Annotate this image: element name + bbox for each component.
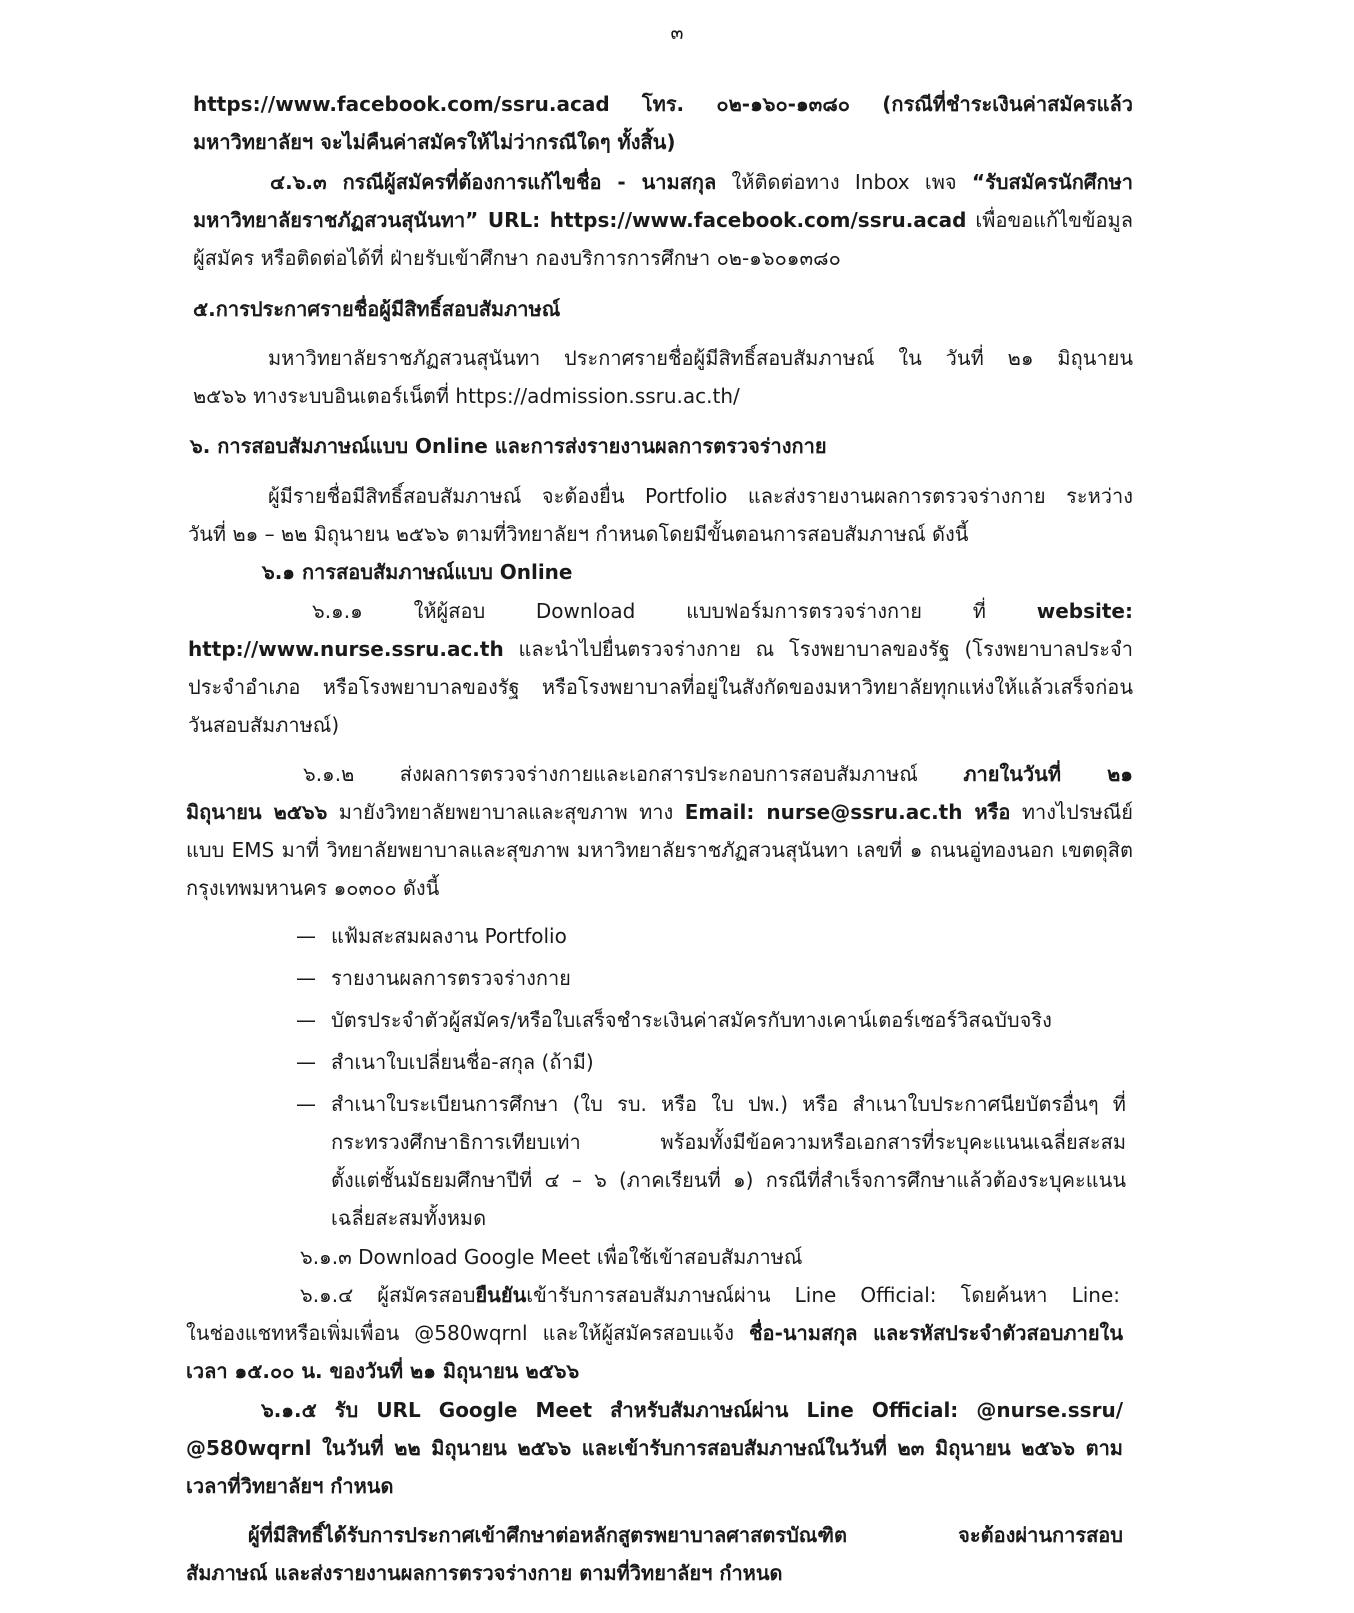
text-line (186, 1319, 1123, 1347)
text-line (262, 558, 573, 586)
text-line (312, 597, 1133, 625)
text-line (190, 432, 827, 460)
text-span: ตั้งแต่ชั้นมัธยมศึกษาปีที่ ๔ – ๖ (ภาคเรียนที่ ๑) กรณีที่สำเร็จการศึกษาแล้วต้องระบุคะแนน (331, 1168, 1126, 1192)
text-line (188, 711, 339, 739)
text-span: ๖.๑.๑ ให้ผู้สอบ Download แบบฟอร์มการตรวจร่างกาย ที่ (312, 599, 1037, 623)
text-span: ผู้สมัคร หรือติดต่อได้ที่ ฝ่ายรับเข้าศึกษา กองบริการการศึกษา ๐๒-๑๖๐๑๓๘๐ (193, 246, 841, 270)
text-span: เฉลี่ยสะสมทั้งหมด (331, 1206, 487, 1230)
bold-text: website: (1036, 599, 1133, 623)
text-line (193, 244, 841, 272)
text-span: ๖.๑.๒ ส่งผลการตรวจร่างกายและเอกสารประกอบการสอบสัมภาษณ์ (303, 762, 964, 786)
text-line (193, 206, 1133, 234)
text-span: ทางไปรษณีย์ (1010, 800, 1133, 824)
text-span: ให้ติดต่อทาง Inbox เพจ (716, 170, 972, 194)
bold-text: “รับสมัครนักศึกษา (971, 170, 1133, 194)
bold-text: ๕.การประกาศรายชื่อผู้มีสิทธิ์สอบสัมภาษณ์ (193, 297, 561, 321)
bold-text: มหาวิทยาลัยฯ จะไม่คืนค่าสมัครให้ไม่ว่ากรณีใดๆ ทั้งสิ้น) (193, 130, 676, 154)
text-line (331, 922, 567, 950)
text-span: เพื่อขอแก้ไขข้อมูล (966, 208, 1133, 232)
text-span: บัตรประจำตัวผู้สมัคร/หรือใบเสร็จชำระเงินค่าสมัครกับทางเคาน์เตอร์เซอร์วิสฉบับจริง (331, 1008, 1052, 1032)
text-span: ผู้มีรายชื่อมีสิทธิ์สอบสัมภาษณ์ จะต้องยื่น Portfolio และส่งรายงานผลการตรวจร่างกาย ระหว่าง (268, 484, 1133, 508)
text-line (268, 344, 1133, 372)
text-line (188, 673, 1133, 701)
text-line (186, 1434, 1123, 1462)
bold-text: http://www.nurse.ssru.ac.th (188, 637, 504, 661)
text-line (193, 382, 740, 410)
text-span: แบบ EMS มาที่ วิทยาลัยพยาบาลและสุขภาพ มหาวิทยาลัยราชภัฏสวนสุนันทา เลขที่ ๑ ถนนอู่ทองนอก เขตดุสิต (186, 838, 1133, 862)
bold-text: เวลาที่วิทยาลัยฯ กำหนด (186, 1474, 394, 1498)
text-line (268, 482, 1133, 510)
text-line (331, 1166, 1126, 1194)
text-span: เข้ารับการสอบสัมภาษณ์ผ่าน Line Official: โดยค้นหา Line: (526, 1283, 1120, 1307)
text-line (331, 1090, 1126, 1118)
text-span: ๖.๑.๔ ผู้สมัครสอบ (300, 1283, 476, 1307)
text-line (261, 1396, 1123, 1424)
text-span: และนำไปยื่นตรวจร่างกาย ณ โรงพยาบาลของรัฐ (โรงพยาบาลประจำ (518, 637, 1133, 661)
text-span: แฟ้มสะสมผลงาน Portfolio (331, 924, 567, 948)
text-line (193, 295, 560, 323)
text-line (331, 1048, 594, 1076)
bullet-dash: — (296, 966, 316, 990)
bold-text: เวลา ๑๕.๐๐ น. ของวันที่ ๒๑ มิถุนายน ๒๕๖๖ (186, 1359, 580, 1383)
text-line (303, 760, 1133, 788)
bold-text: ภายในวันที่ ๒๑ (963, 762, 1133, 786)
text-span: กรุงเทพมหานคร ๑๐๓๐๐ ดังนี้ (186, 876, 440, 900)
bold-text: มหาวิทยาลัยราชภัฏสวนสุนันทา” URL: https://www.facebook.com/ssru.acad (193, 208, 967, 232)
bold-text: @580wqrnl ในวันที่ ๒๒ มิถุนายน ๒๕๖๖ และเข้ารับการสอบสัมภาษณ์ในวันที่ ๒๓ มิถุนายน ๒๕๖๖ ตาม (186, 1436, 1123, 1460)
bullet-dash: — (296, 924, 316, 948)
bullet-dash: — (296, 1008, 316, 1032)
bold-text: ๖.๑ การสอบสัมภาษณ์แบบ Online (262, 560, 573, 584)
bold-text: Email: nurse@ssru.ac.th หรือ (684, 800, 1011, 824)
bold-text: ผู้ที่มีสิทธิ์ได้รับการประกาศเข้าศึกษาต่อหลักสูตรพยาบาลศาสตรบัณฑิต จะต้องผ่านการสอบ (248, 1523, 1123, 1547)
text-line (186, 1472, 393, 1500)
bold-text: ชื่อ-นามสกุล และรหัสประจำตัวสอบภายใน (748, 1321, 1123, 1345)
text-span: รายงานผลการตรวจร่างกาย (331, 966, 571, 990)
text-line (331, 1006, 1052, 1034)
bold-text: ยืนยัน (475, 1283, 527, 1307)
bullet-dash: — (296, 1092, 316, 1116)
text-line (193, 90, 1133, 118)
page-number: ๓ (670, 22, 684, 44)
bold-text: มิถุนายน ๒๕๖๖ (186, 800, 328, 824)
text-line (331, 1204, 486, 1232)
text-span: ๒๕๖๖ ทางระบบอินเตอร์เน็ตที่ https://admission.ssru.ac.th/ (193, 384, 740, 408)
text-line (300, 1281, 1120, 1309)
text-line (331, 964, 571, 992)
bold-text: ๖. การสอบสัมภาษณ์แบบ Online และการส่งรายงานผลการตรวจร่างกาย (190, 434, 827, 458)
text-span: มายังวิทยาลัยพยาบาลและสุขภาพ ทาง (327, 800, 685, 824)
text-span: มหาวิทยาลัยราชภัฏสวนสุนันทา ประกาศรายชื่อผู้มีสิทธิ์สอบสัมภาษณ์ ใน วันที่ ๒๑ มิถุนายน (268, 346, 1133, 370)
text-line (331, 1128, 1126, 1156)
text-line (300, 1243, 802, 1271)
text-span: สำเนาใบเปลี่ยนชื่อ-สกุล (ถ้ามี) (331, 1050, 594, 1074)
text-line (193, 128, 676, 156)
text-span: กระทรวงศึกษาธิการเทียบเท่า พร้อมทั้งมีข้อความหรือเอกสารที่ระบุคะแนนเฉลี่ยสะสม (331, 1130, 1126, 1154)
text-line (186, 874, 439, 902)
text-line (186, 798, 1133, 826)
bold-text: ๔.๖.๓ กรณีผู้สมัครที่ต้องการแก้ไขชื่อ - นามสกุล (270, 170, 717, 194)
text-line (186, 1357, 579, 1385)
text-line (186, 1559, 783, 1587)
text-span: สำเนาใบระเบียนการศึกษา (ใบ รบ. หรือ ใบ ปพ.) หรือ สำเนาใบประกาศนียบัตรอื่นๆ ที่ (331, 1092, 1126, 1116)
bullet-dash: — (296, 1050, 316, 1074)
text-line (188, 520, 968, 548)
text-line (186, 836, 1133, 864)
text-span: วันสอบสัมภาษณ์) (188, 713, 340, 737)
text-line (248, 1521, 1123, 1549)
bold-text: ๖.๑.๕ รับ URL Google Meet สำหรับสัมภาษณ์ผ่าน Line Official: @nurse.ssru/ (261, 1398, 1123, 1422)
text-span: ประจำอำเภอ หรือโรงพยาบาลของรัฐ หรือโรงพยาบาลที่อยู่ในสังกัดของมหาวิทยาลัยทุกแห่งให้แล้วเสร็จก่อน (188, 675, 1133, 699)
text-span: ในช่องแชทหรือเพิ่มเพื่อน @580wqrnl และให้ผู้สมัครสอบแจ้ง (186, 1321, 749, 1345)
text-span: วันที่ ๒๑ – ๒๒ มิถุนายน ๒๕๖๖ ตามที่วิทยาลัยฯ กำหนดโดยมีขั้นตอนการสอบสัมภาษณ์ ดังนี้ (188, 522, 969, 546)
text-line (188, 635, 1133, 663)
text-line (270, 168, 1133, 196)
bold-text: https://www.facebook.com/ssru.acad โทร. ๐๒-๑๖๐-๑๓๘๐ (กรณีที่ชำระเงินค่าสมัครแล้ว (193, 92, 1133, 116)
bold-text: สัมภาษณ์ และส่งรายงานผลการตรวจร่างกาย ตามที่วิทยาลัยฯ กำหนด (186, 1561, 783, 1585)
text-span: ๖.๑.๓ Download Google Meet เพื่อใช้เข้าสอบสัมภาษณ์ (300, 1245, 803, 1269)
